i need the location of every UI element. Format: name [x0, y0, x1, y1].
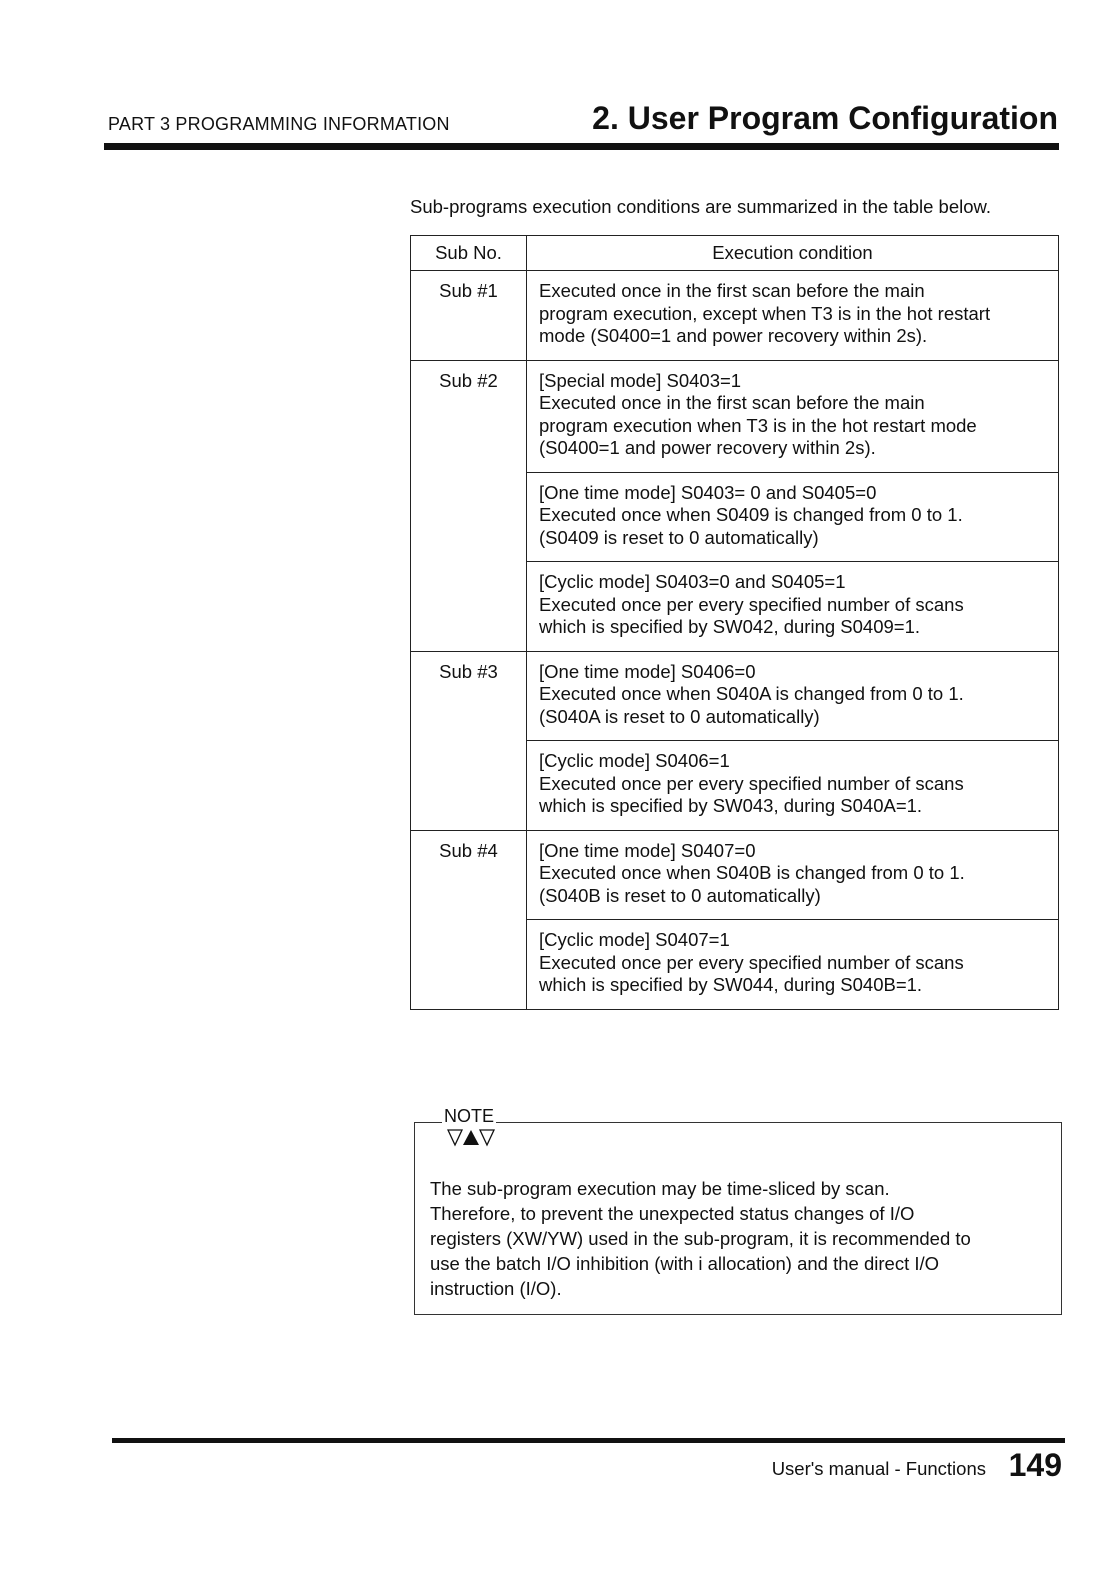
condition-line: [One time mode] S0406=0: [539, 660, 756, 682]
condition-line: (S0409 is reset to 0 automatically): [539, 526, 819, 548]
note-line: registers (XW/YW) used in the sub-program, it is recommended to: [430, 1228, 971, 1249]
table-row: [411, 360, 1059, 472]
condition-line: Executed once per every specified number of scans: [539, 951, 964, 973]
condition-line: [Cyclic mode] S0403=0 and S0405=1: [539, 571, 846, 592]
table-row: [411, 271, 1059, 361]
note-triangles-icon: [447, 1128, 495, 1148]
condition-line: which is specified by SW042, during S0409=1.: [539, 616, 921, 637]
sub-number-cell: Sub #1: [411, 271, 527, 361]
table-row: [411, 830, 1059, 920]
sub-number-cell: Sub #4: [411, 830, 527, 1009]
condition-line: program execution when T3 is in the hot restart mode: [539, 414, 977, 436]
sub-number-cell: Sub #3: [411, 651, 527, 830]
condition-cell: [527, 562, 1059, 652]
condition-cell: [527, 651, 1059, 741]
condition-line: mode (S0400=1 and power recovery within 2s).: [539, 325, 928, 346]
condition-cell: [527, 830, 1059, 920]
execution-conditions-table: [410, 235, 1059, 1010]
condition-cell: [527, 472, 1059, 562]
footer-rule: [112, 1438, 1065, 1443]
condition-cell: [527, 271, 1059, 361]
condition-line: Executed once when S040B is changed from 0 to 1.: [539, 862, 965, 883]
part-heading: PART 3 PROGRAMMING INFORMATION: [108, 114, 450, 134]
note-line: The sub-program execution may be time-sliced by scan.: [430, 1178, 890, 1199]
intro-text: Sub-programs execution conditions are summarized in the table below.: [410, 196, 992, 217]
note-line: use the batch I/O inhibition (with i allocation) and the direct I/O: [430, 1253, 940, 1274]
header-rule: [104, 143, 1059, 150]
condition-line: (S040B is reset to 0 automatically): [539, 884, 821, 906]
condition-line: [Cyclic mode] S0406=1: [539, 750, 730, 771]
condition-line: which is specified by SW044, during S040B=1.: [539, 974, 923, 995]
condition-line: Executed once per every specified number of scans: [539, 593, 964, 615]
footer-text: User's manual - Functions: [771, 1458, 986, 1479]
condition-line: Executed once per every specified number of scans: [539, 772, 964, 794]
condition-cell: [527, 920, 1059, 1010]
table-row: [411, 651, 1059, 741]
condition-cell: [527, 360, 1059, 472]
page-number: 149: [1008, 1447, 1062, 1483]
condition-line: which is specified by SW043, during S040A=1.: [539, 795, 923, 816]
condition-line: [Special mode] S0403=1: [539, 369, 742, 391]
note-box-top-border: [414, 1122, 1062, 1123]
condition-line: [One time mode] S0407=0: [539, 839, 756, 861]
condition-line: Executed once in the first scan before the main: [539, 280, 925, 301]
note-label: NOTE: [444, 1106, 495, 1126]
condition-line: [One time mode] S0403= 0 and S0405=0: [539, 481, 877, 503]
condition-line: Executed once in the first scan before the main: [539, 392, 925, 413]
condition-line: program execution, except when T3 is in the hot restart: [539, 302, 991, 324]
column-header-execution-condition: Execution condition: [527, 236, 1059, 271]
condition-line: Executed once when S0409 is changed from 0 to 1.: [539, 504, 963, 525]
sub-number-cell: Sub #2: [411, 360, 527, 651]
note-text: [430, 1176, 1050, 1301]
condition-line: (S0400=1 and power recovery within 2s).: [539, 437, 876, 458]
column-header-sub-no: Sub No.: [411, 236, 527, 271]
note-line: Therefore, to prevent the unexpected status changes of I/O: [430, 1203, 915, 1224]
condition-cell: [527, 741, 1059, 831]
condition-line: Executed once when S040A is changed from 0 to 1.: [539, 683, 964, 704]
note-line: instruction (I/O).: [430, 1278, 562, 1299]
section-title: 2. User Program Configuration: [592, 100, 1058, 136]
condition-line: [Cyclic mode] S0407=1: [539, 929, 730, 950]
condition-line: (S040A is reset to 0 automatically): [539, 705, 820, 727]
